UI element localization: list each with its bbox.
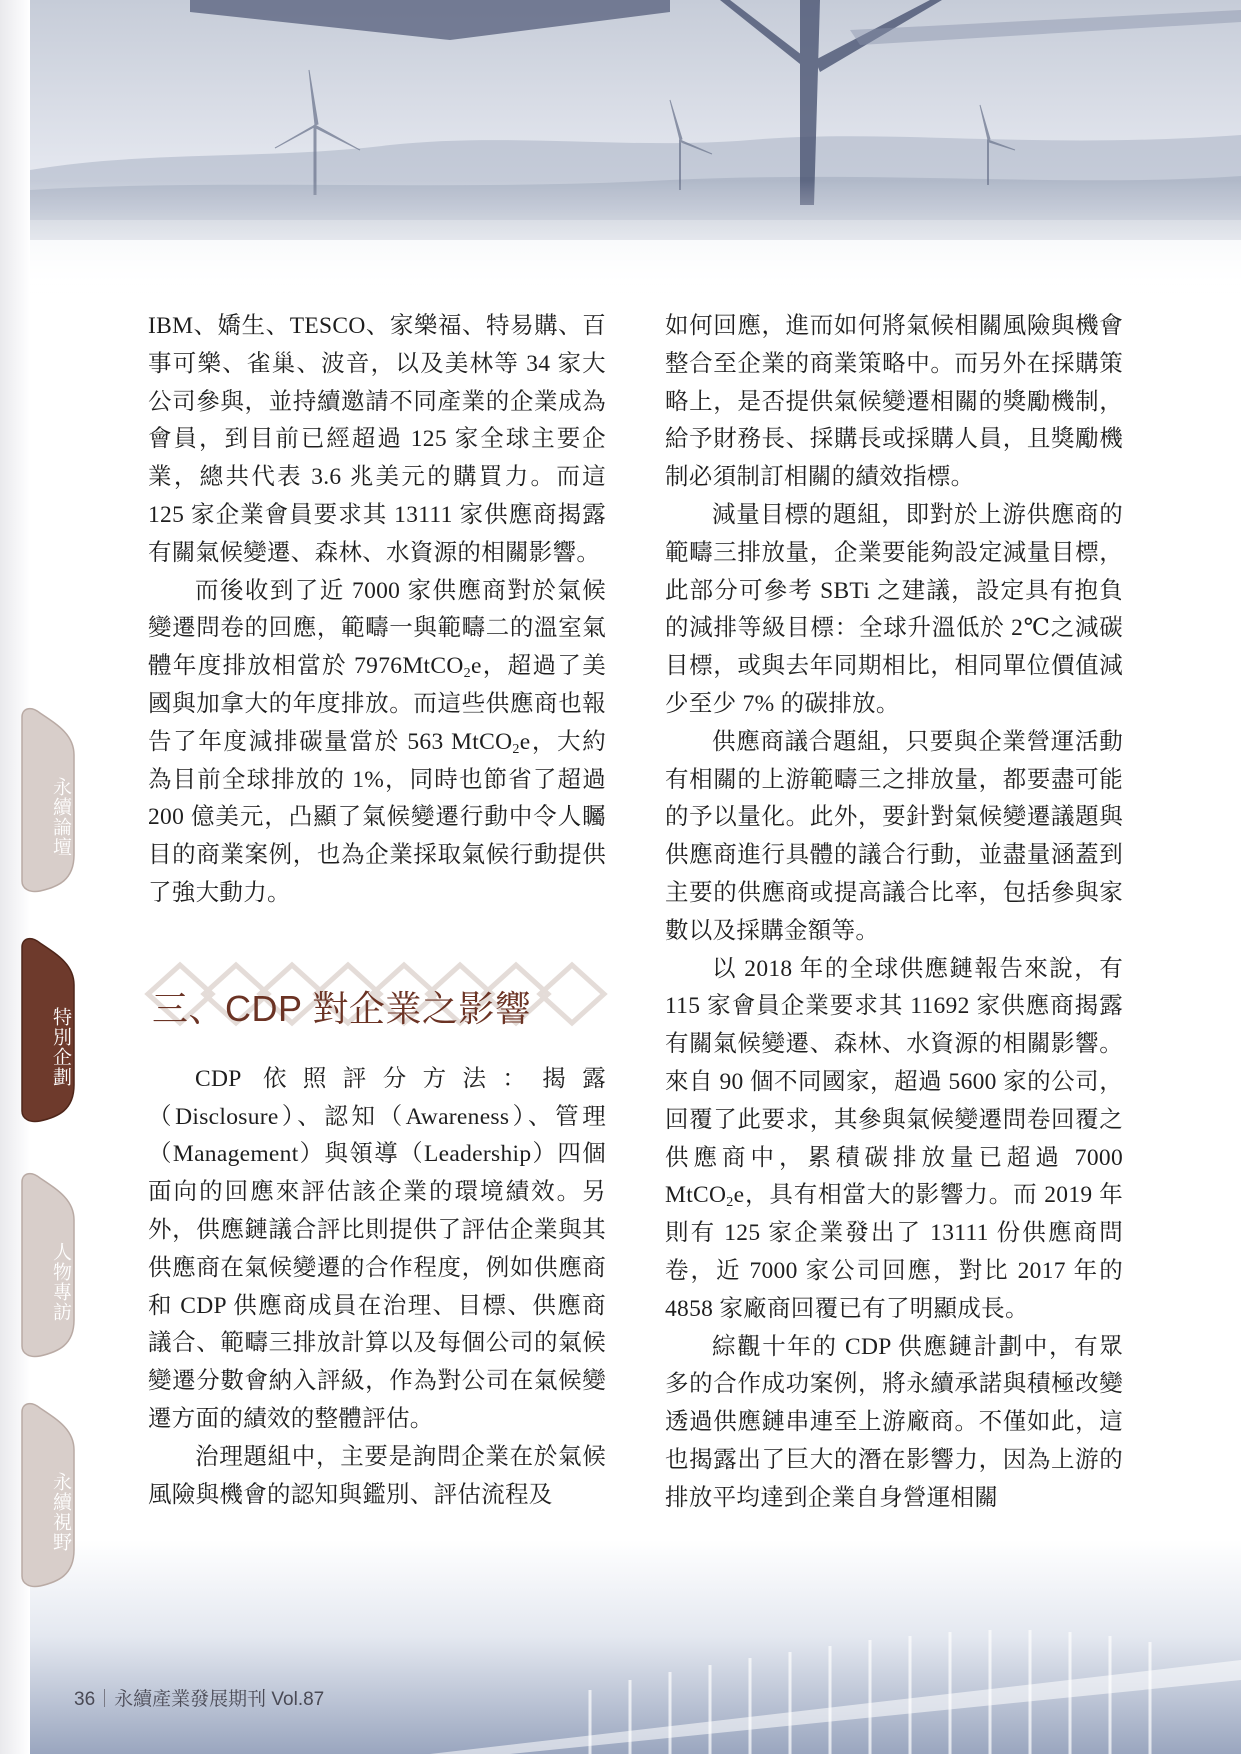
tab-label: 永續視野	[50, 1472, 72, 1552]
subscript: 2	[463, 665, 471, 682]
paragraph: 而後收到了近 7000 家供應商對於氣候變遷問卷的回應，範疇一與範疇二的溫室氣體年度排放相當於 7976MtCO$_2$e，超過了美國與加拿大的年度排放。而這些供應商也報告了年度減排碳量當於 563 MtCO$_2$e，大約為目前全球排放的 1%，同時也節省了超過 200 億美元，凸顯了氣候變遷行動中令人矚目的商業案例，也為企業採取氣候行動提供了強大動力。	[148, 577, 607, 906]
tab-label: 特別企劃	[50, 1007, 72, 1087]
paragraph: 如何回應，進而如何將氣候相關風險與機會整合至企業的商業策略中。而另外在採購策略上，是否提供氣候變遷相關的獎勵機制，給予財務長、採購長或採購人員，且獎勵機制必須制訂相關的績效指標。	[665, 313, 1123, 491]
tab-label: 人物專訪	[50, 1242, 72, 1322]
side-tab-interview[interactable]	[18, 1170, 78, 1360]
footer-background-image	[30, 1540, 1241, 1754]
side-tab-special-feature[interactable]	[18, 935, 78, 1125]
paragraph: 綜觀十年的 CDP 供應鏈計劃中，有眾多的合作成功案例，將永續承諾與積極改變透過供應鏈串連至上游廠商。不僅如此，這也揭露出了巨大的潛在影響力，因為上游的排放平均達到企業自身營運相關	[665, 1333, 1123, 1511]
page-footer	[74, 1684, 324, 1711]
paragraph: 供應商議合題組，只要與企業營運活動有相關的上游範疇三之排放量，都要盡可能的予以量化。此外，要針對氣候變遷議題與供應商進行具體的議合行動，並盡量涵蓋到主要的供應商或提高議合比率，包括參與家數以及採購金額等。	[665, 728, 1123, 944]
article-left-column	[148, 308, 606, 1514]
paragraph: CDP 依照評分方法：揭露（Disclosure）、認知（Awareness）、管理（Management）與領導（Leadership）四個面向的回應來評估該企業的環境績效。另外，供應鏈議合評比則提供了評估企業與其供應商在氣候變遷的合作程度，例如供應商和 CDP 供應商成員在治理、目標、供應商議合、範疇三排放計算以及每個公司的氣候變遷分數會納入評級，作為對公司在氣候變遷方面的績效的整體評估。	[148, 1065, 606, 1432]
page-number: 36	[74, 1689, 96, 1710]
section-heading: 三、CDP 對企業之影響	[152, 987, 532, 1029]
publication-title: 永續產業發展期刊 Vol.87	[114, 1689, 325, 1710]
wind-turbine-header-image	[30, 0, 1241, 300]
tab-label: 永續論壇	[50, 777, 72, 857]
paragraph: 以 2018 年的全球供應鏈報告來說，有 115 家會員企業要求其 11692 家供應商揭露有關氣候變遷、森林、水資源的相關影響。來自 90 個不同國家，超過 5600 家的公司，回覆了此要求，其參與氣候變遷問卷回覆之供應商中，累積碳排放量已超過 7000 MtCO$_2$e，具有相當大的影響力。而 2019 年則有 125 家企業發出了 13111 份供應商問卷，近 7000 家公司回應，對比 2017 年的 4858 家廠商回覆已有了明顯成長。	[665, 955, 1123, 1322]
article-right-column	[665, 308, 1123, 1518]
side-tab-sustainability-forum[interactable]	[18, 705, 78, 895]
section-heading-block	[148, 925, 606, 1061]
paragraph: IBM、嬌生、TESCO、家樂福、特易購、百事可樂、雀巢、波音，以及美林等 34 家大公司參與，並持續邀請不同產業的企業成為會員，到目前已經超過 125 家全球主要企業，總共代表 3.6 兆美元的購買力。而這 125 家企業會員要求其 13111 家供應商揭露有關氣候變遷、森林、水資源的相關影響。	[148, 313, 606, 566]
paragraph: 治理題組中，主要是詢問企業在於氣候風險與機會的認知與鑑別、評估流程及	[148, 1443, 606, 1508]
subscript: 2	[726, 1194, 734, 1211]
paragraph: 減量目標的題組，即對於上游供應商的範疇三排放量，企業要能夠設定減量目標，此部分可參考 SBTi 之建議，設定具有抱負的減排等級目標：全球升溫低於 2℃之減碳目標，或與去年同期相比，相同單位價值減少至少 7% 的碳排放。	[665, 501, 1123, 717]
side-tab-sustainability-vision[interactable]	[18, 1400, 78, 1590]
footer-divider	[104, 1689, 105, 1707]
subscript: 2	[512, 740, 520, 757]
